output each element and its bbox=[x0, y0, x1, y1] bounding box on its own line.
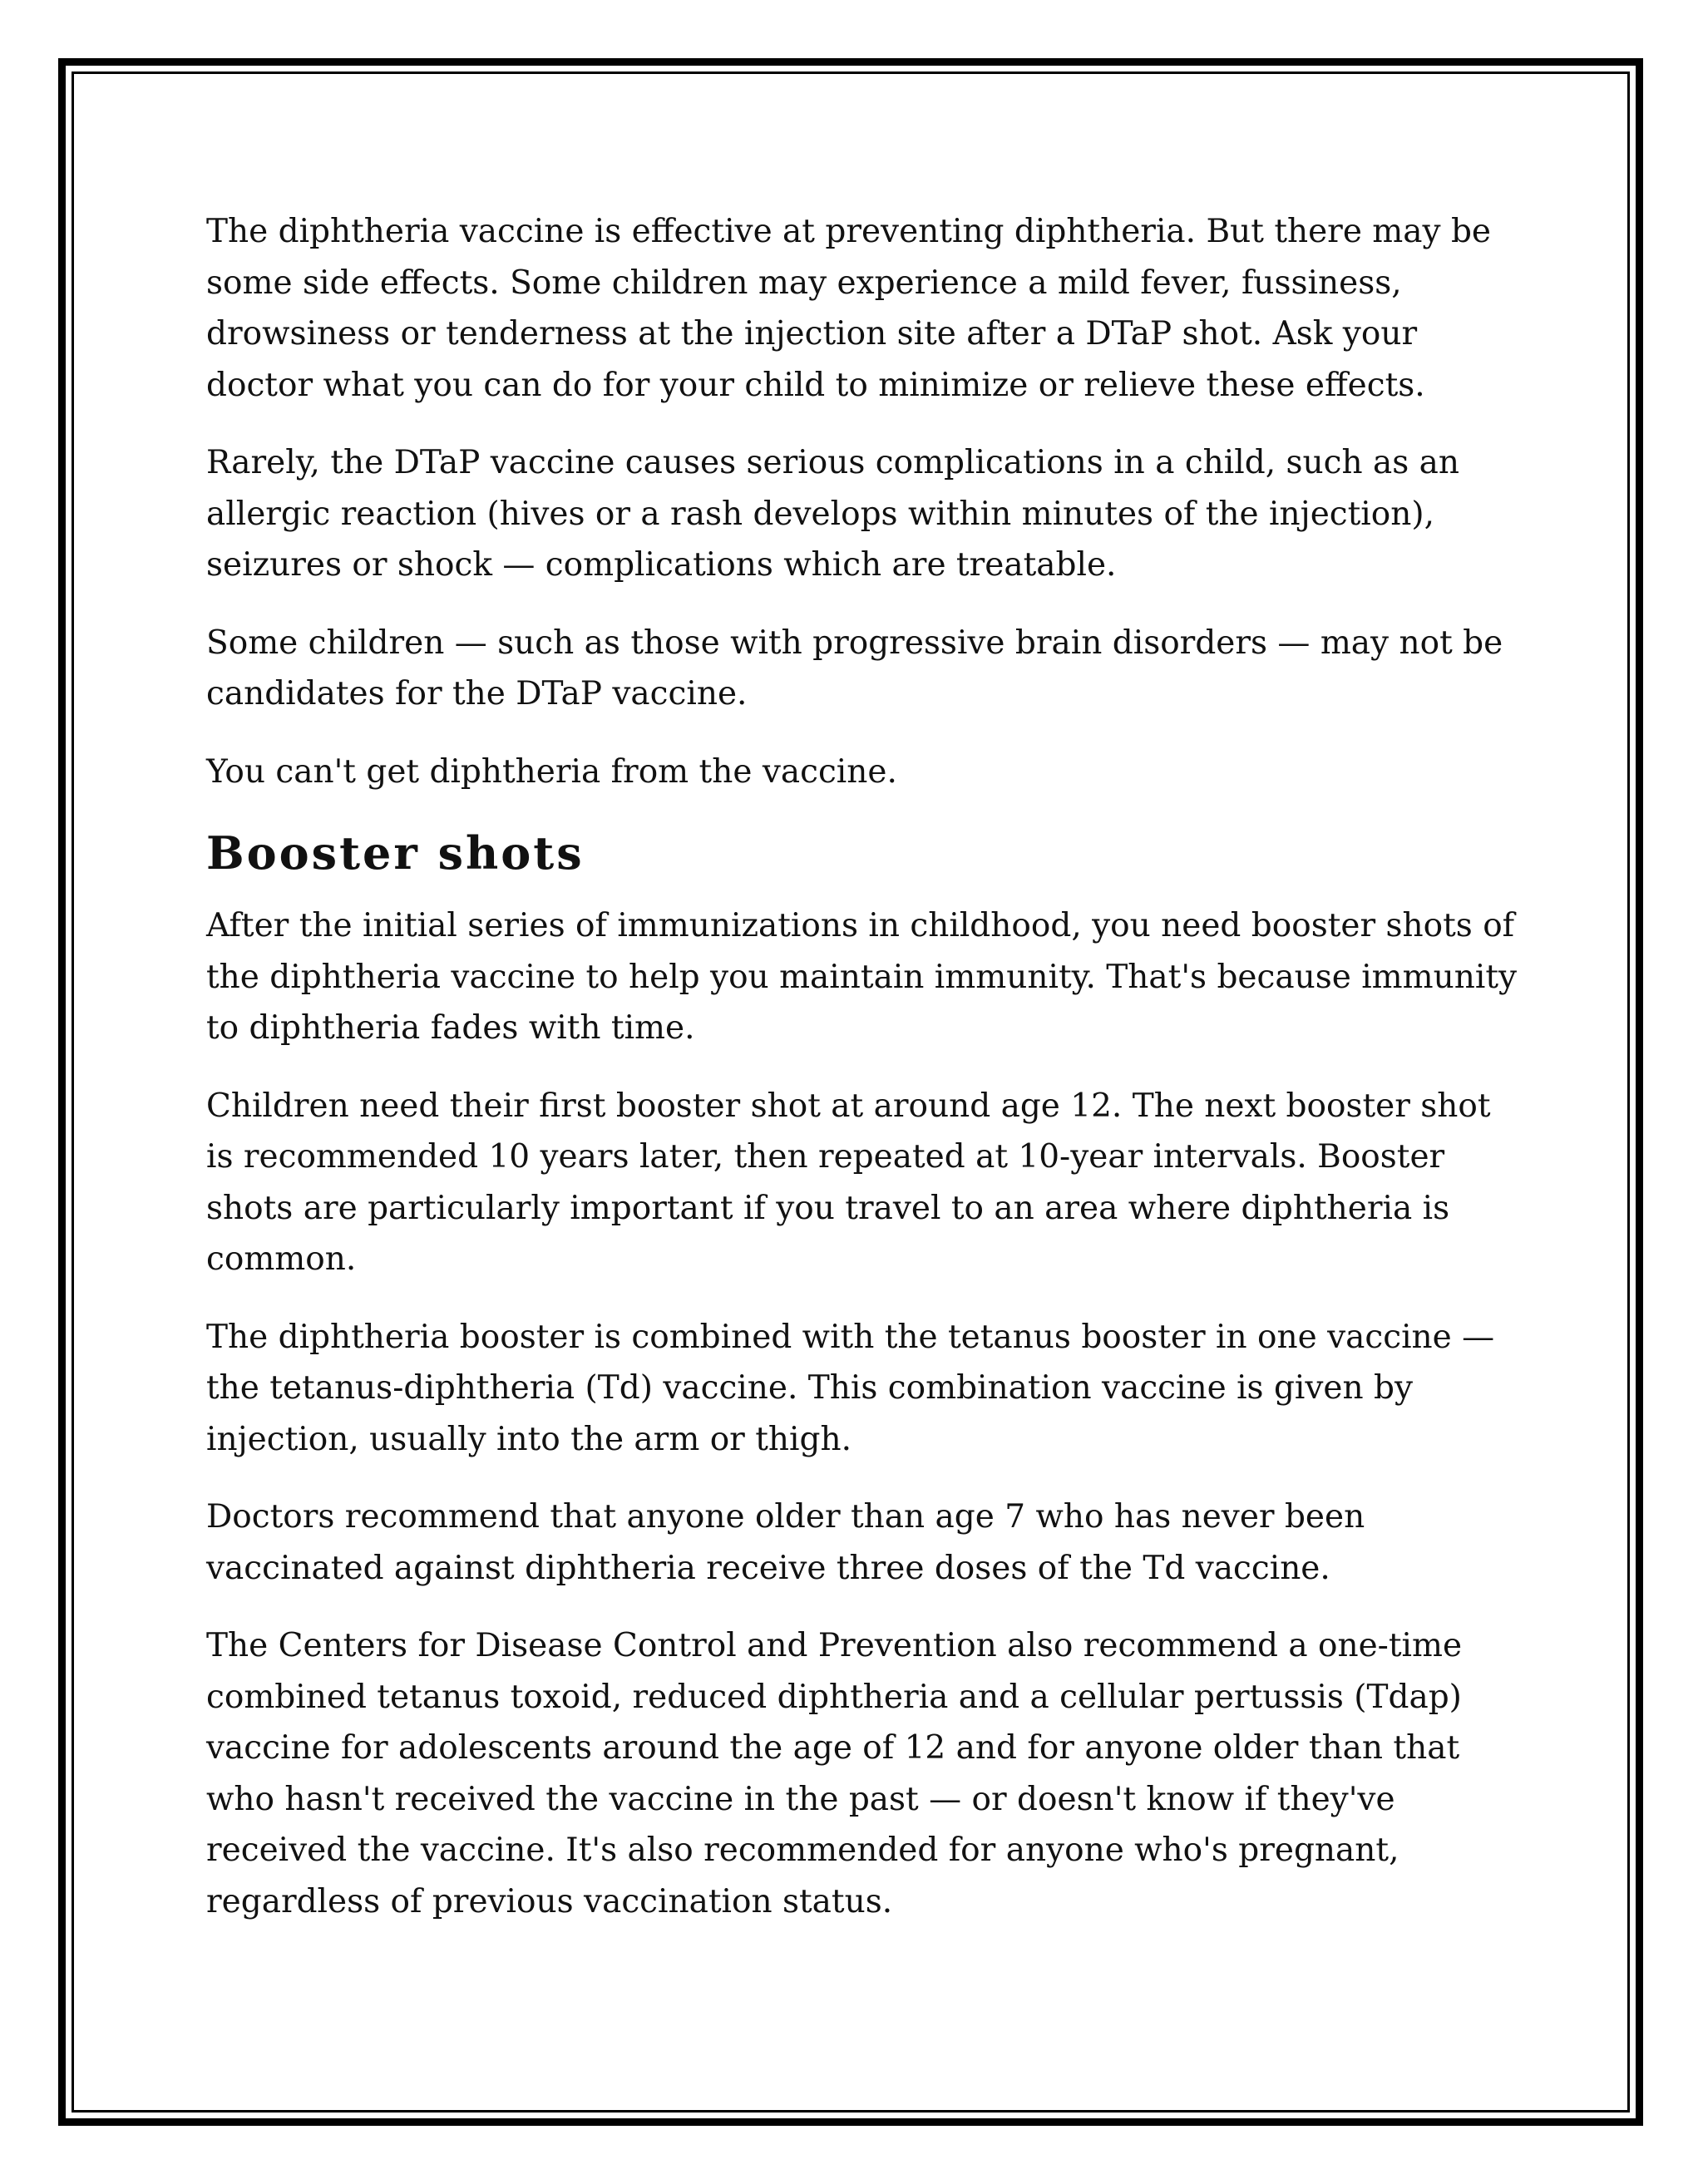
paragraph-complications: Rarely, the DTaP vaccine causes serious complications in a child, such as an allergic reaction (hives or a rash develops within minutes of the injection), seizures or shock — complications which are treatable. bbox=[206, 444, 1460, 584]
paragraph-td-vaccine: The diphtheria booster is combined with the tetanus booster in one vaccine — the tetanus-diphtheria (Td) vaccine. This combination vaccine is given by injection, usually into the arm or thigh. bbox=[206, 1318, 1495, 1458]
paragraph-unvaccinated-adults: Doctors recommend that anyone older than age 7 who has never been vaccinated against diphtheria receive three doses of the Td vaccine. bbox=[206, 1498, 1365, 1587]
section-heading-booster-shots: Booster shots bbox=[206, 826, 585, 880]
paragraph-tdap-recommendation: The Centers for Disease Control and Prevention also recommend a one-time combined tetanus toxoid, reduced diphtheria and a cellular pertussis (Tdap) vaccine for adolescents around the age of 12 and for anyone older than that who hasn't received the vaccine in the past — or doesn't know if they've received the vaccine. It's also recommended for anyone who's pregnant, regardless of previous vaccination status. bbox=[206, 1627, 1463, 1920]
document-body bbox=[206, 206, 1520, 1954]
paragraph-booster-intro: After the initial series of immunizations in childhood, you need booster shots of the diphtheria vaccine to help you maintain immunity. That's because immunity to diphtheria fades with time. bbox=[206, 907, 1518, 1047]
paragraph-no-infection: You can't get diphtheria from the vaccine. bbox=[206, 752, 897, 791]
paragraph-side-effects: The diphtheria vaccine is effective at preventing diphtheria. But there may be some side effects. Some children may experience a mild fever, fussiness, drowsiness or tenderness at the injection site after a DTaP shot. Ask your doctor what you can do for your child to minimize or relieve these effects. bbox=[206, 213, 1492, 404]
paragraph-booster-schedule: Children need their first booster shot at around age 12. The next booster shot is recommended 10 years later, then repeated at 10-year intervals. Booster shots are particularly important if you travel to an area where diphtheria is common. bbox=[206, 1087, 1491, 1278]
paragraph-candidates: Some children — such as those with progressive brain disorders — may not be candidates for the DTaP vaccine. bbox=[206, 624, 1503, 712]
